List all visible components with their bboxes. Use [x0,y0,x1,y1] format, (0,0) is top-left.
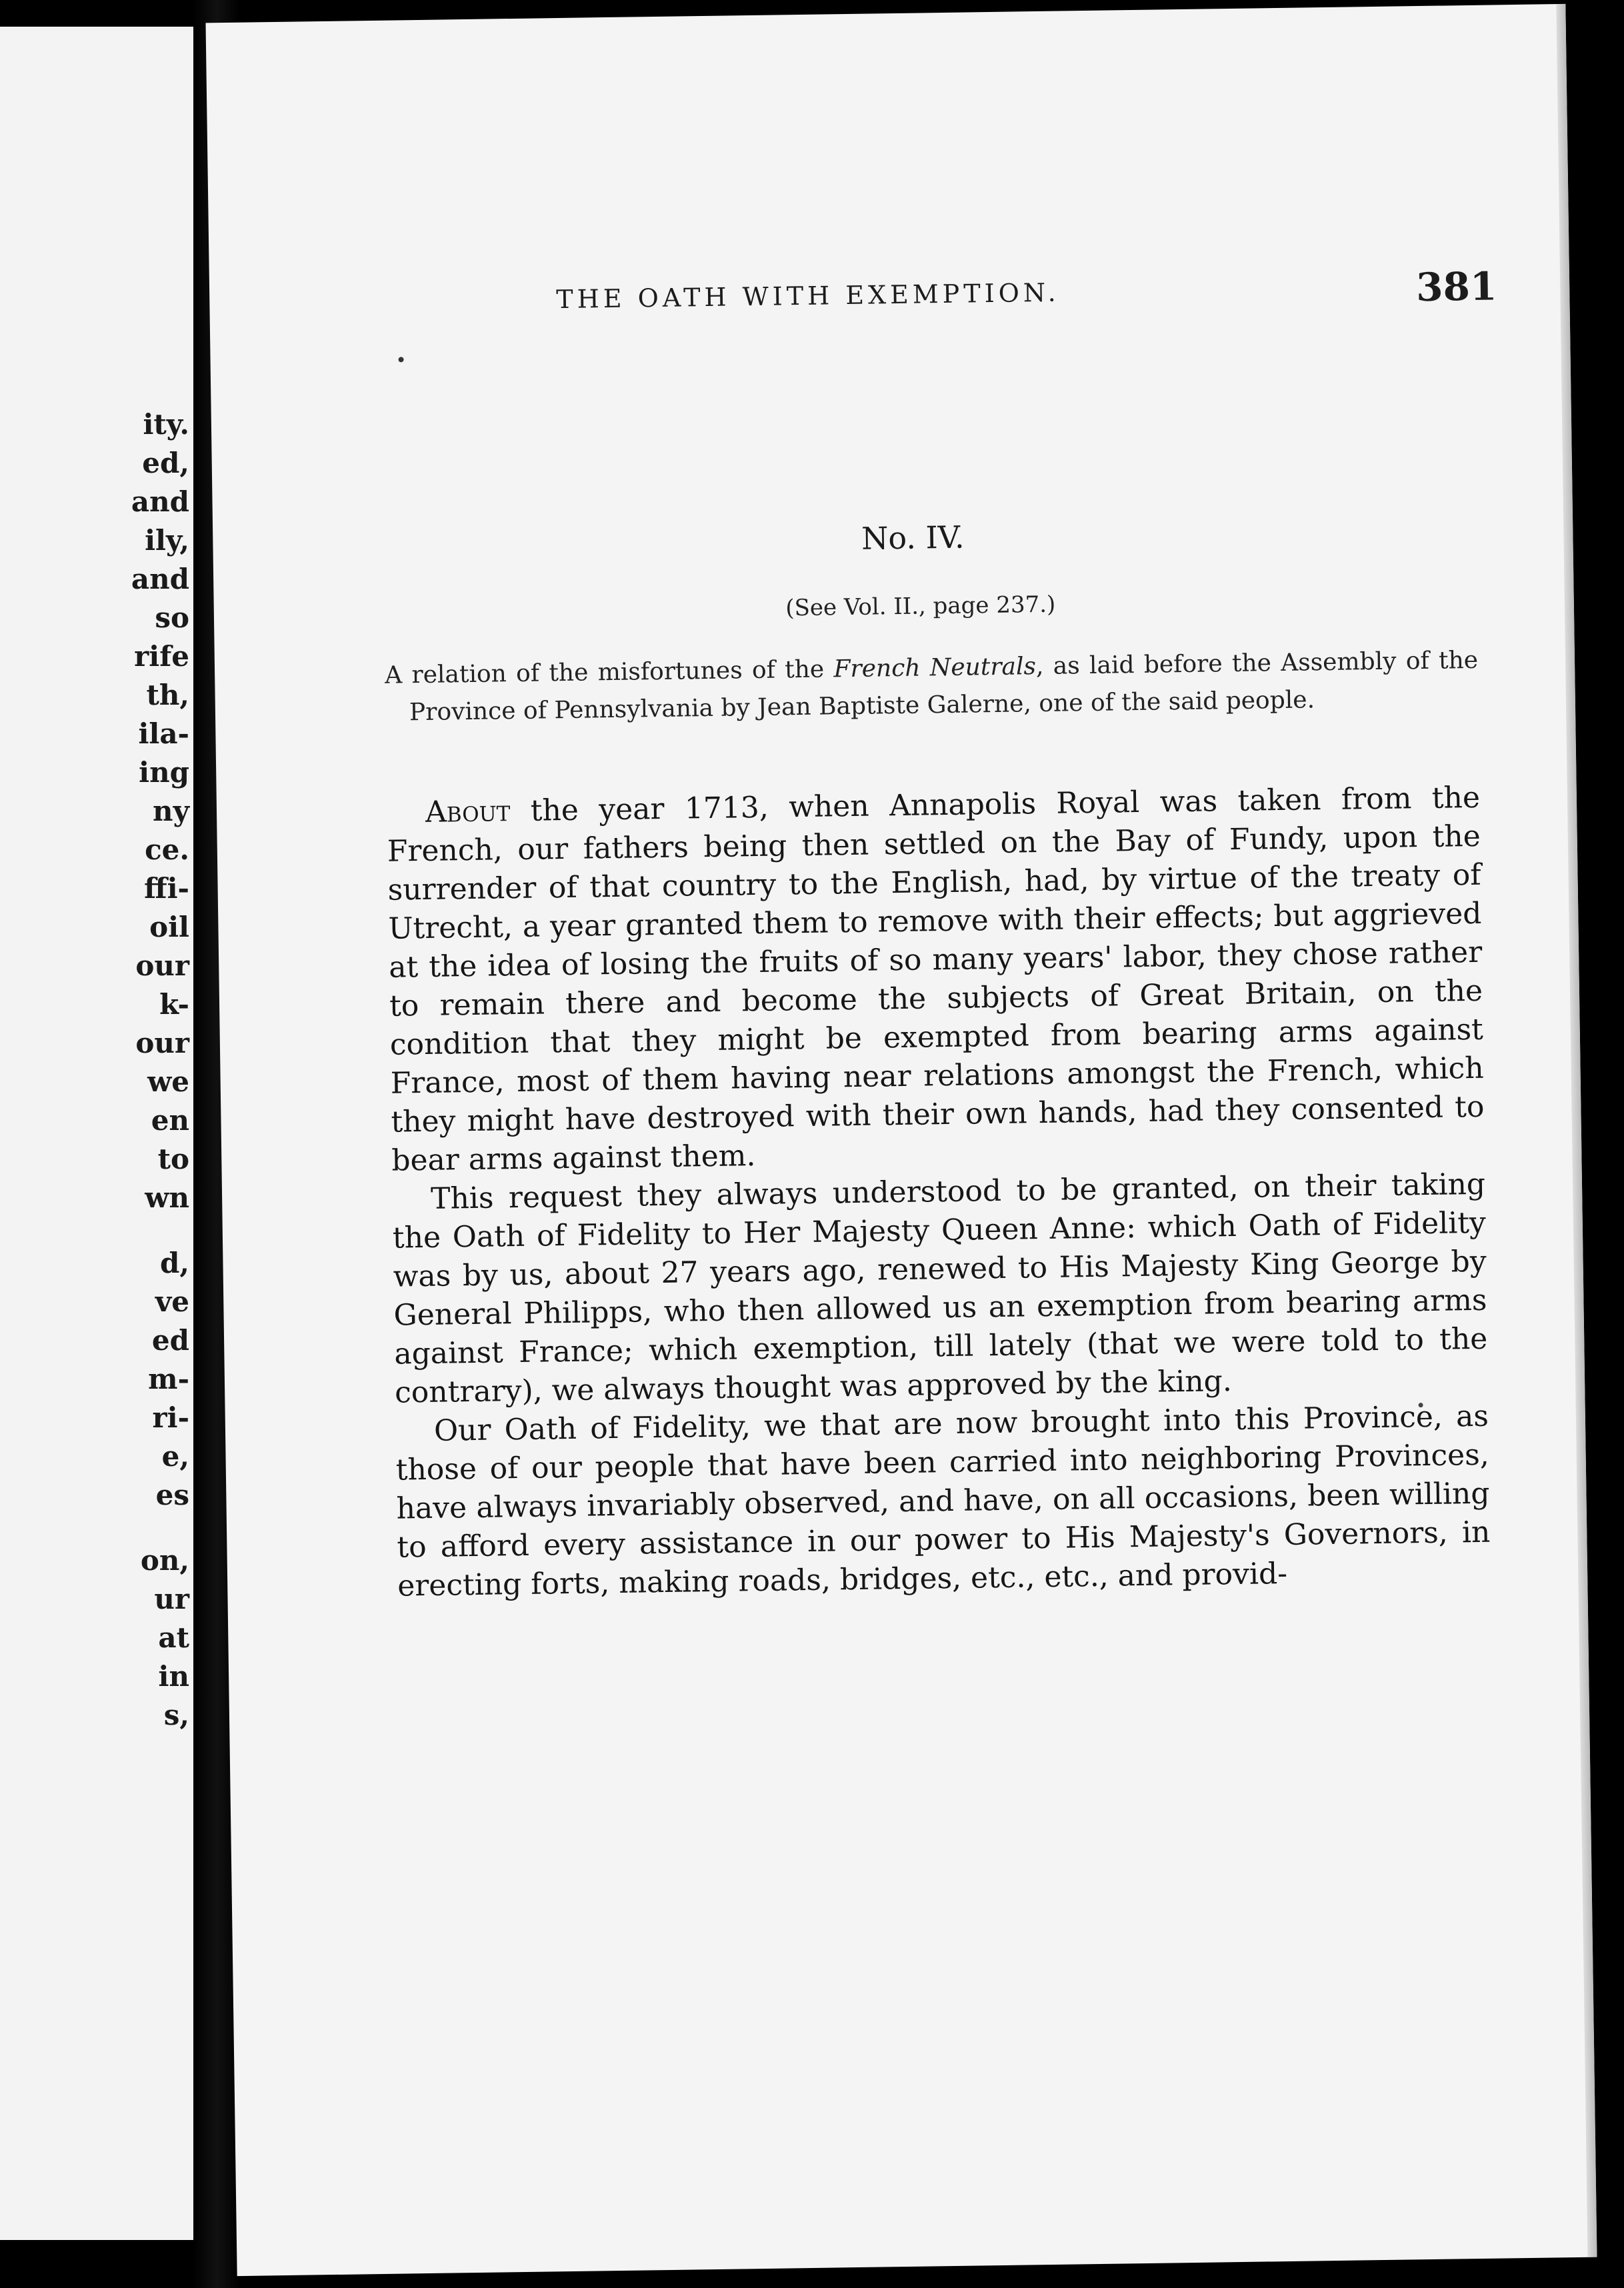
left-page-fragment: es [155,1479,189,1511]
left-page-fragment: ing [139,756,189,789]
left-page-fragment: our [135,949,189,982]
paragraph-1-text: the year 1713, when Annapolis Royal was taken from the French, our fathers being then settled on the Bay of Fundy, upon the surrender of that country to the English, had, by virtue of the treaty of Utrecht, a year granted them to remove with their effects; but aggrieved at the idea of losing the fruits of so many years' labor, they chose rather to remain there and become the subjects of Great Britain, on the condition that they might be exempted from bearing arms against France, most of them having near relations amongst the French, which they might have destroyed with their own hands, had they consented to bear arms against them. [387,780,1485,1178]
left-page-fragment: ve [155,1285,189,1318]
page-number: 381 [1415,263,1497,311]
ink-speck [399,357,404,362]
left-page-fragment: ri- [152,1401,189,1434]
heading-paragraph [385,642,1479,732]
left-page-fragment: th, [146,679,189,711]
left-page-fragment: ily, [145,524,189,557]
left-page-fragment: m- [148,1363,189,1395]
left-page-fragment: to [157,1143,189,1175]
left-page-fragment: we [147,1065,189,1098]
left-page-fragment: ila- [138,717,189,750]
paragraph-1 [387,779,1485,1181]
left-page-fragment: on, [140,1544,189,1577]
left-page-text-fragments [131,405,189,1735]
body-text [387,779,1491,1606]
left-page-fragment: so [155,601,189,634]
left-page-fragment: en [151,1104,189,1137]
left-page-fragment: ity. [143,408,189,441]
left-page-fragment: wn [145,1181,189,1214]
left-page-fragment: our [135,1027,189,1059]
heading-rest: , as laid before the Assembly of the Province of Pennsylvania by Jean Baptiste Galerne, one of the said people. [409,646,1479,727]
left-page-fragment: rife [134,640,189,673]
left-page-fragment: e, [161,1440,189,1473]
left-page-fragment: ce. [145,833,189,866]
left-page-fragment: ffi- [144,872,189,905]
left-page-fragment: and [131,563,189,595]
see-reference: (See Vol. II., page 237.) [785,591,1056,622]
left-page-fragment: ed [151,1324,189,1357]
left-page-fragment [131,1515,189,1541]
running-head [556,263,1556,315]
left-page-fragment: oil [149,911,189,943]
left-page-fragment: ny [153,795,189,827]
left-page-fragment: ur [154,1583,189,1615]
paragraph-2: This request they always understood to be granted, on their taking the Oath of Fidelity to Her Majesty Queen Anne: which Oath of Fidelity was by us, about 27 years ago, renewed to His Majesty King George by General Philipps, who then allowed us an exemption from bearing arms against France; which exemption, till lately (that we were told to the contrary), we always thought was approved by the king. [392,1167,1488,1410]
paragraph-1-first-word: About [425,794,511,829]
running-title: THE OATH WITH EXEMPTION. [556,277,1061,315]
left-page-fragment: d, [160,1247,189,1279]
document-heading-note [385,642,1479,732]
left-page-fragment: ed, [142,447,189,479]
page-edge-shading [1556,4,1597,2257]
left-page-fragment: at [158,1621,189,1654]
document-number: No. IV. [861,519,965,557]
right-page [206,4,1597,2276]
left-page-fragment: s, [163,1699,189,1731]
left-page-fragment: k- [159,988,189,1021]
left-page-fragment: and [131,485,189,518]
left-page-fragment [131,1217,189,1244]
heading-lead: A relation of the misfortunes of the [384,655,834,689]
heading-italic-term: French Neutrals [833,653,1037,683]
left-page-edge [0,27,193,2240]
left-page-fragment: in [158,1660,189,1693]
paragraph-3: Our Oath of Fidelity, we that are now brought into this Province, as those of our people that have been carried into neighboring Provinces, have always invariably observed, and have, on all occasions, been willing to afford every assistance in our power to His Majesty's Governors, in erecting forts, making roads, bridges, etc., etc., and provid- [395,1399,1491,1603]
